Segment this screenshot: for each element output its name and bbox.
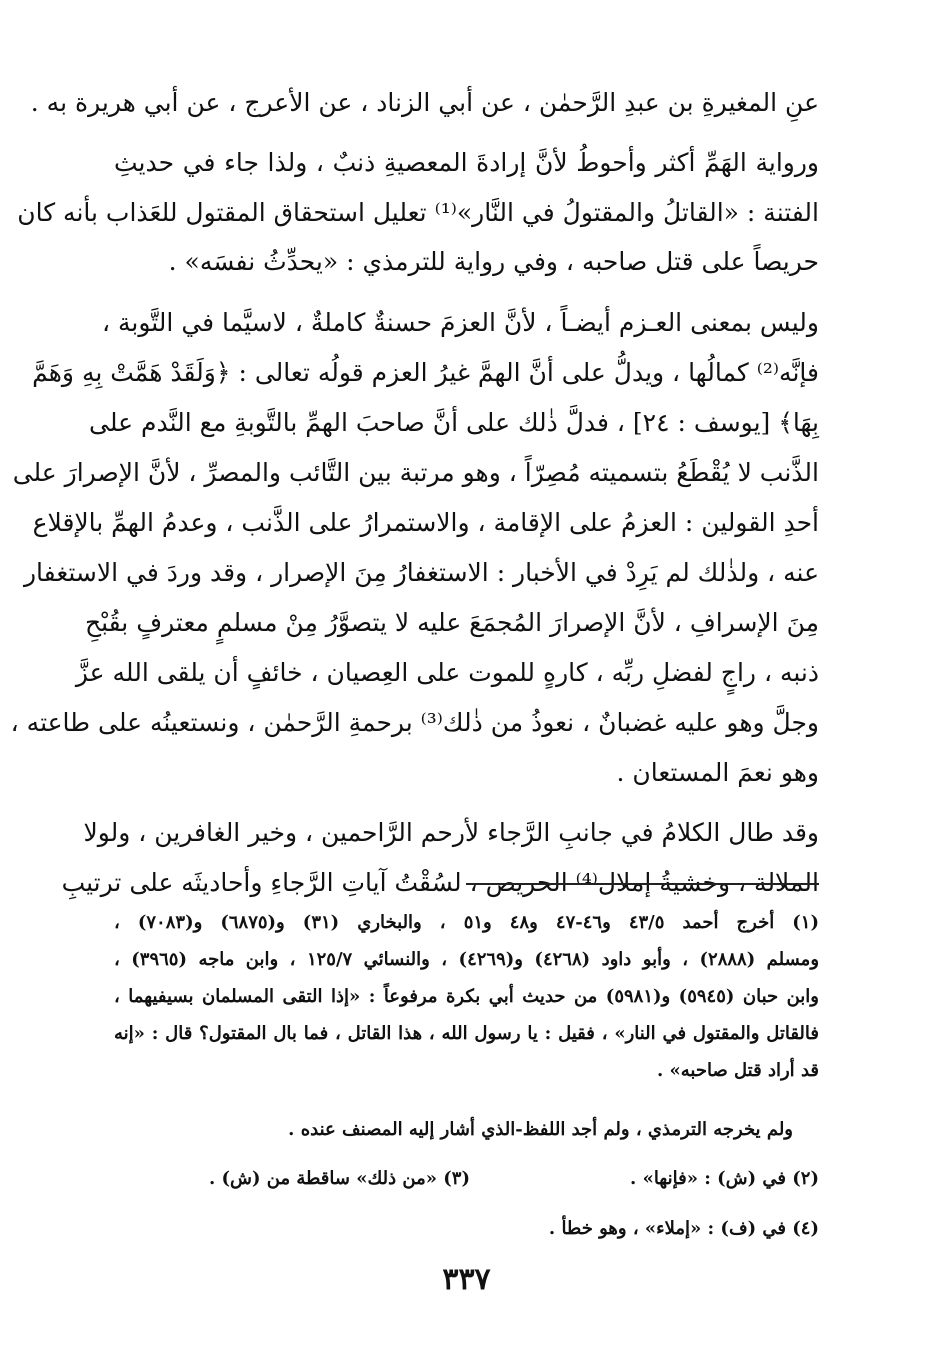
footnote-line: فالقاتل والمقتول في النار» ، فقيل : يا رسول الله ، هذا القاتل ، فما بال المقتول؟ قال : «إنه (114, 1023, 819, 1044)
body-line: الملالة ، وخشيةُ إملال⁽⁴⁾ الحريص ، لسُقْتُ آياتِ الرَّجاءِ وأحاديثَه على ترتيبِ (61, 868, 819, 897)
body-line: عنه ، ولذٰلك لم يَرِدْ في الأخبار : الاستغفارُ مِنَ الإصرار ، وقد وردَ في الاستغفار (23, 558, 819, 587)
footnote-line: ومسلم (٢٨٨٨) ، وأبو داود (٤٢٦٨) و(٤٢٦٩) ، والنسائي ١٢٥/٧ ، وابن ماجه (٣٩٦٥) ، (114, 949, 820, 970)
footnote-3: (٣) «من ذلك» ساقطة من (ش) . (208, 1168, 470, 1189)
footnote-line: (١) أخرج أحمد ٤٣/٥ و٤٦-٤٧ و٤٨ و٥١ ، والبخاري (٣١) و(٦٨٧٥) و(٧٠٨٣) ، (114, 912, 819, 933)
body-line: ذنبه ، راجٍ لفضلِ ربِّه ، كارهٍ للموت على العِصيان ، خائفٍ أن يلقى الله عزَّ (75, 658, 819, 687)
body-line: مِنَ الإسرافِ ، لأنَّ الإصرارَ المُجمَعَ عليه لا يتصوَّرُ مِنْ مسلمٍ معترفٍ بقُبْحِ (84, 608, 819, 637)
body-line: حريصاً على قتل صاحبه ، وفي رواية للترمذي : «يحدِّثُ نفسَه» . (168, 247, 819, 276)
body-line: وجلَّ وهو عليه غضبانٌ ، نعوذُ من ذٰلك⁽³⁾ برحمةِ الرَّحمٰن ، ونستعينُه على طاعته ، (10, 708, 819, 737)
body-line: ورواية الهَمِّ أكثر وأحوطُ لأنَّ إرادةَ المعصيةِ ذنبٌ ، ولذا جاء في حديثِ (114, 148, 819, 177)
body-line: عنِ المغيرةِ بن عبدِ الرَّحمٰن ، عن أبي الزناد ، عن الأعرج ، عن أبي هريرة به . (30, 88, 819, 117)
body-line: وهو نعمَ المستعان . (616, 758, 819, 787)
body-line: الفتنة : «القاتلُ والمقتولُ في النَّار»⁽¹⁾ تعليل استحقاق المقتول للعَذاب بأنه كان (17, 198, 819, 227)
body-line: بِهَا﴾ [يوسف : ٢٤] ، فدلَّ ذٰلك على أنَّ صاحبَ الهمِّ بالتَّوبةِ مع النَّدم على (89, 408, 819, 437)
footnote-2: (٢) في (ش) : «فإنها» . (630, 1168, 819, 1189)
body-line: فإنَّه⁽²⁾ كمالُها ، ويدلُّ على أنَّ الهمَّ غيرُ العزم قولُه تعالى : ﴿وَلَقَدْ هَمَّتْ بِهِ وَهَمَّ (32, 358, 819, 387)
footnote-line: قد أراد قتل صاحبه» . (657, 1060, 819, 1081)
footnote-separator (466, 883, 819, 885)
body-line: أحدِ القولين : العزمُ على الإقامة ، والاستمرارُ على الذَّنب ، وعدمُ الهمِّ بالإقلاع (32, 508, 819, 537)
body-line: وقد طال الكلامُ في جانبِ الرَّجاء لأرحم الرَّاحمين ، وخير الغافرين ، ولولا (83, 818, 819, 847)
page-number: ٣٣٧ (442, 1262, 491, 1297)
body-line: الذَّنب لا يُقْطَعُ بتسميته مُصِرّاً ، وهو مرتبة بين التَّائب والمصرِّ ، لأنَّ الإصرارَ على (12, 458, 819, 487)
body-line: وليس بمعنى العـزم أيضـاً ، لأنَّ العزمَ حسنةٌ كاملةٌ ، لاسيَّما في التَّوبة ، (101, 308, 819, 337)
footnote-line: ولم يخرجه الترمذي ، ولم أجد اللفظ-الذي أشار إليه المصنف عنده . (288, 1119, 793, 1140)
footnote-line: وابن حبان (٥٩٤٥) و(٥٩٨١) من حديث أبي بكرة مرفوعاً : «إذا التقى المسلمان بسيفيهما ، (114, 986, 820, 1007)
footnote-4: (٤) في (ف) : «إملاء» ، وهو خطأ . (548, 1218, 819, 1239)
